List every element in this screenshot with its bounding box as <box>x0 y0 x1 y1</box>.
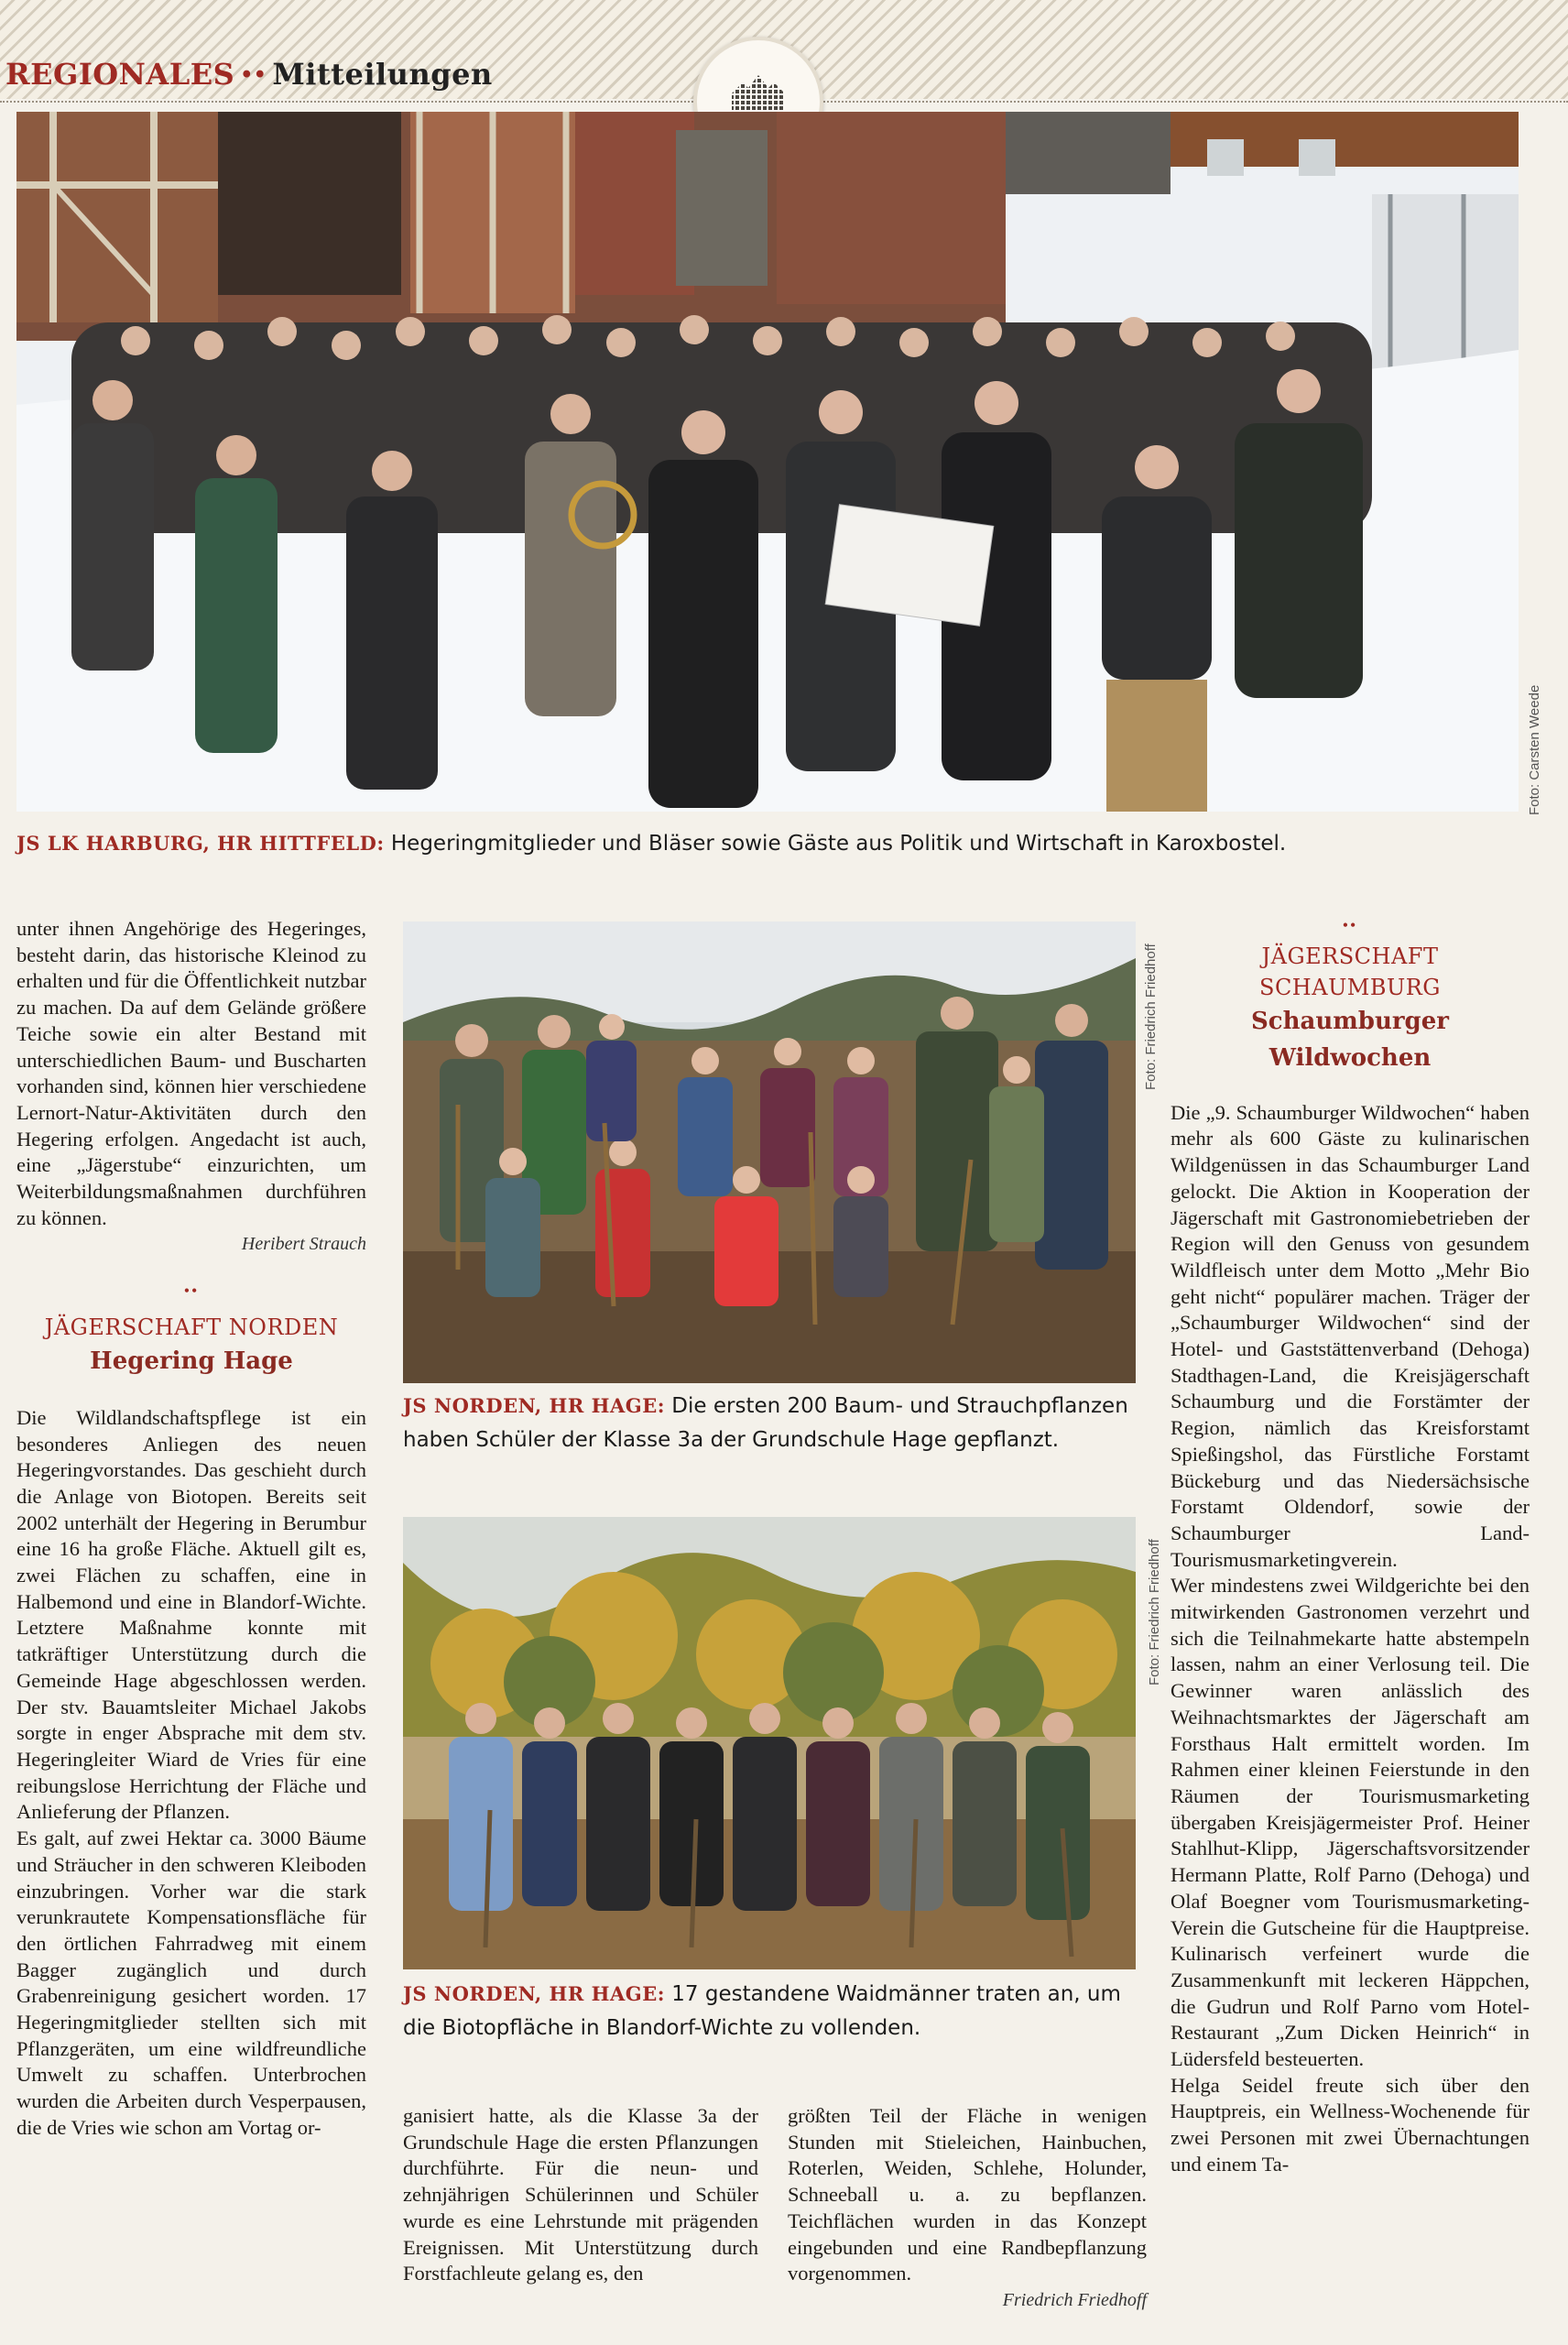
article-title: Hegering Hage <box>90 1347 293 1375</box>
middle-column-b <box>788 2103 1147 2314</box>
caption-text: Hegeringmitglieder und Bläser sowie Gäste aus Politik und Wirtschaft in Karoxbostel. <box>384 832 1287 856</box>
middle-photo <box>403 922 1136 1383</box>
article-body-paragraph: ganisiert hatte, als die Klasse 3a der Grundschule Hage die ersten Pflanzungen durchführte. Für die neun- und zehnjährigen Schülerinnen und Schüler wurde es eine Lehrstunde mit prägenden Ereignissen. Mit Unterstützung durch Forstfachleute gelang es, den <box>403 2104 758 2285</box>
article-org-line1: JÄGERSCHAFT <box>1261 943 1439 969</box>
article-heading <box>16 1312 366 1380</box>
article-author: Heribert Strauch <box>241 1234 366 1255</box>
article-author: Friedrich Friedhoff <box>1002 2289 1147 2310</box>
article-body-paragraph: Die „9. Schaumburger Wildwochen“ haben mehr als 600 Gäste zu kulinarischen Wildgenüssen in das Schaumburger Land gelockt. Die Aktion in Kooperation der Jägerschaft mit Gastronomiebetrieben der Region will den Genuss von gesundem Wildfleisch unter dem Motto „Mehr Bio geht nicht“ populärer machen. Träger der „Schaumburger Wildwochen“ sind der Hotel- und Gaststättenverband (Dehoga) Stadthagen-Land, die Kreisjägerschaft Schaumburg und die Forstämter der Region, nämlich das Kreisforstamt Spießingshol, das Fürstliche Forstamt Bückeburg und das Niedersächsische Forstamt Oldendorf, sowie der Schaumburger Land-Tourismusmarketingverein. <box>1171 1100 1530 1571</box>
middle-photo-caption <box>403 1389 1136 1457</box>
right-column <box>1171 912 1530 2178</box>
article-body-paragraph: größten Teil der Fläche in wenigen Stunden mit Stieleichen, Hainbuchen, Roterlen, Weiden, Schlehe, Holunder, Schneeball u. a. zu bepflanzen. Teichflächen wurden in das Konzept eingebunden und eine Randbepflanzung vorgenommen. <box>788 2104 1147 2285</box>
section-label <box>5 57 493 92</box>
top-photo-caption <box>16 826 1519 861</box>
caption-text: 17 gestandene Waidmänner traten an, um die Biotopfläche in Blandorf-Wichte zu vollenden. <box>403 1982 1121 2040</box>
article-org: JÄGERSCHAFT NORDEN <box>44 1314 339 1340</box>
article-body-paragraph: Wer mindestens zwei Wildgerichte bei den mitwirkenden Gastronomen verzehrt und sich die Teilnahmekarte hatte abstempeln lassen, nahm an einer Verlosung teil. Die Gewinner waren anlässlich des Weihnachtsmarktes der Jägerschaft am Forsthaus Halt ermittelt worden. Im Rahmen einer kleinen Feierstunde in den Räumen der Tourismusmarketing übergaben Kreisjägermeister Prof. Heiner Stahlhut-Klipp, Jägerschaftsvorsitzender Hermann Platte, Rolf Parno (Dehoga) und Olaf Boegner vom Tourismusmarketing-Verein die Gutscheine für die Hauptpreise. Kulinarisch verfeinert wurde die Zusammenkunft mit leckeren Häppchen, die Gudrun und Rolf Parno vom Hotel-Restaurant „Zum Dicken Heinrich“ in Lüdersfeld besteuerten. <box>1171 1574 1530 2071</box>
continuation-text: unter ihnen Angehörige des Hegeringes, besteht darin, das historische Kleinod zu erhalten und für die Öffentlichkeit nutzbar zu machen. Da auf dem Gelände größere Teiche sowie ein alter Bestand mit unterschiedlichen Baum- und Buscharten vorhanden sind, können hier verschiedene Lernort-Natur-Aktivitäten durch den Hegering erfolgen. Angedacht ist auch, eine „Jägerstube“ einzurichten, um Weiterbildungsmaßnahmen durchführen zu können. <box>16 917 366 1229</box>
middle-column-a <box>403 2103 758 2287</box>
bottom-photo <box>403 1517 1136 1969</box>
article-body-paragraph: Helga Seidel freute sich über den Hauptpreis, ein Wellness-Wochenende für zwei Personen mit zwei Übernachtungen und einem Ta- <box>1171 2073 1530 2176</box>
caption-location: JS LK HARBURG, HR HITTFELD: <box>16 832 385 855</box>
article-org-line2: SCHAUMBURG <box>1259 974 1441 1000</box>
article-body-paragraph: Es galt, auf zwei Hektar ca. 3000 Bäume und Sträucher in den schweren Kleiboden einzubringen. Vorher war die stark verunkrautete Kompensationsfläche für den örtlichen Fahrradweg mit einem Bagger zugänglich und durch Grabenreinigung gesichert worden. 17 Hegeringmitglieder stellten sich mit Pflanzgeräten, um eine wildfreundliche Umwelt zu schaffen. Unterbrochen wurden die Arbeiten durch Vesperpausen, die de Vries wie schon am Vortag or- <box>16 1827 366 2139</box>
article-title: Schaumburger Wildwochen <box>1251 1007 1449 1072</box>
subsection-name: Mitteilungen <box>272 57 493 92</box>
article-body-paragraph: Die Wildlandschaftspflege ist ein besonderes Anliegen des neuen Hegeringvorstandes. Das geschieht durch die Anlage von Biotopen. Bereits seit 2002 unterhält der Hegering in Berumbur eine 16 ha große Fläche. Aktuell gilt es, zwei Flächen zu schaffen, eine in Halbemond und eine in Blandorf-Wichte. Letztere Maßnahme konnte mit tatkräftiger Unterstützung durch die Gemeinde Hage abgeschlossen werden. Der stv. Bauamtsleiter Michael Jakobs sorgte in enger Absprache mit dem stv. Hegeringleiter Wiard de Vries für eine reibungslose Herrichtung der Fläche und Anlieferung der Pflanzen. <box>16 1405 366 1824</box>
middle-photo-credit: Foto: Friedrich Friedhoff <box>1143 943 1159 1090</box>
section-name: REGIONALES <box>5 57 235 92</box>
bottom-photo-caption <box>403 1977 1136 2045</box>
section-dots: •• <box>1342 916 1358 934</box>
top-photo <box>16 112 1519 812</box>
article-heading <box>1171 941 1530 1076</box>
caption-location: JS NORDEN, HR HAGE: <box>403 1394 665 1417</box>
section-separator: •• <box>240 63 267 87</box>
left-column <box>16 916 366 2142</box>
caption-location: JS NORDEN, HR HAGE: <box>403 1982 665 2005</box>
bottom-photo-credit: Foto: Friedrich Friedhoff <box>1147 1539 1162 1685</box>
top-photo-credit: Foto: Carsten Weede <box>1527 684 1542 815</box>
section-dots: •• <box>183 1282 200 1301</box>
caption-text: Die ersten 200 Baum- und Strauchpflanzen haben Schüler der Klasse 3a der Grundschule Hage gepflanzt. <box>403 1394 1128 1452</box>
